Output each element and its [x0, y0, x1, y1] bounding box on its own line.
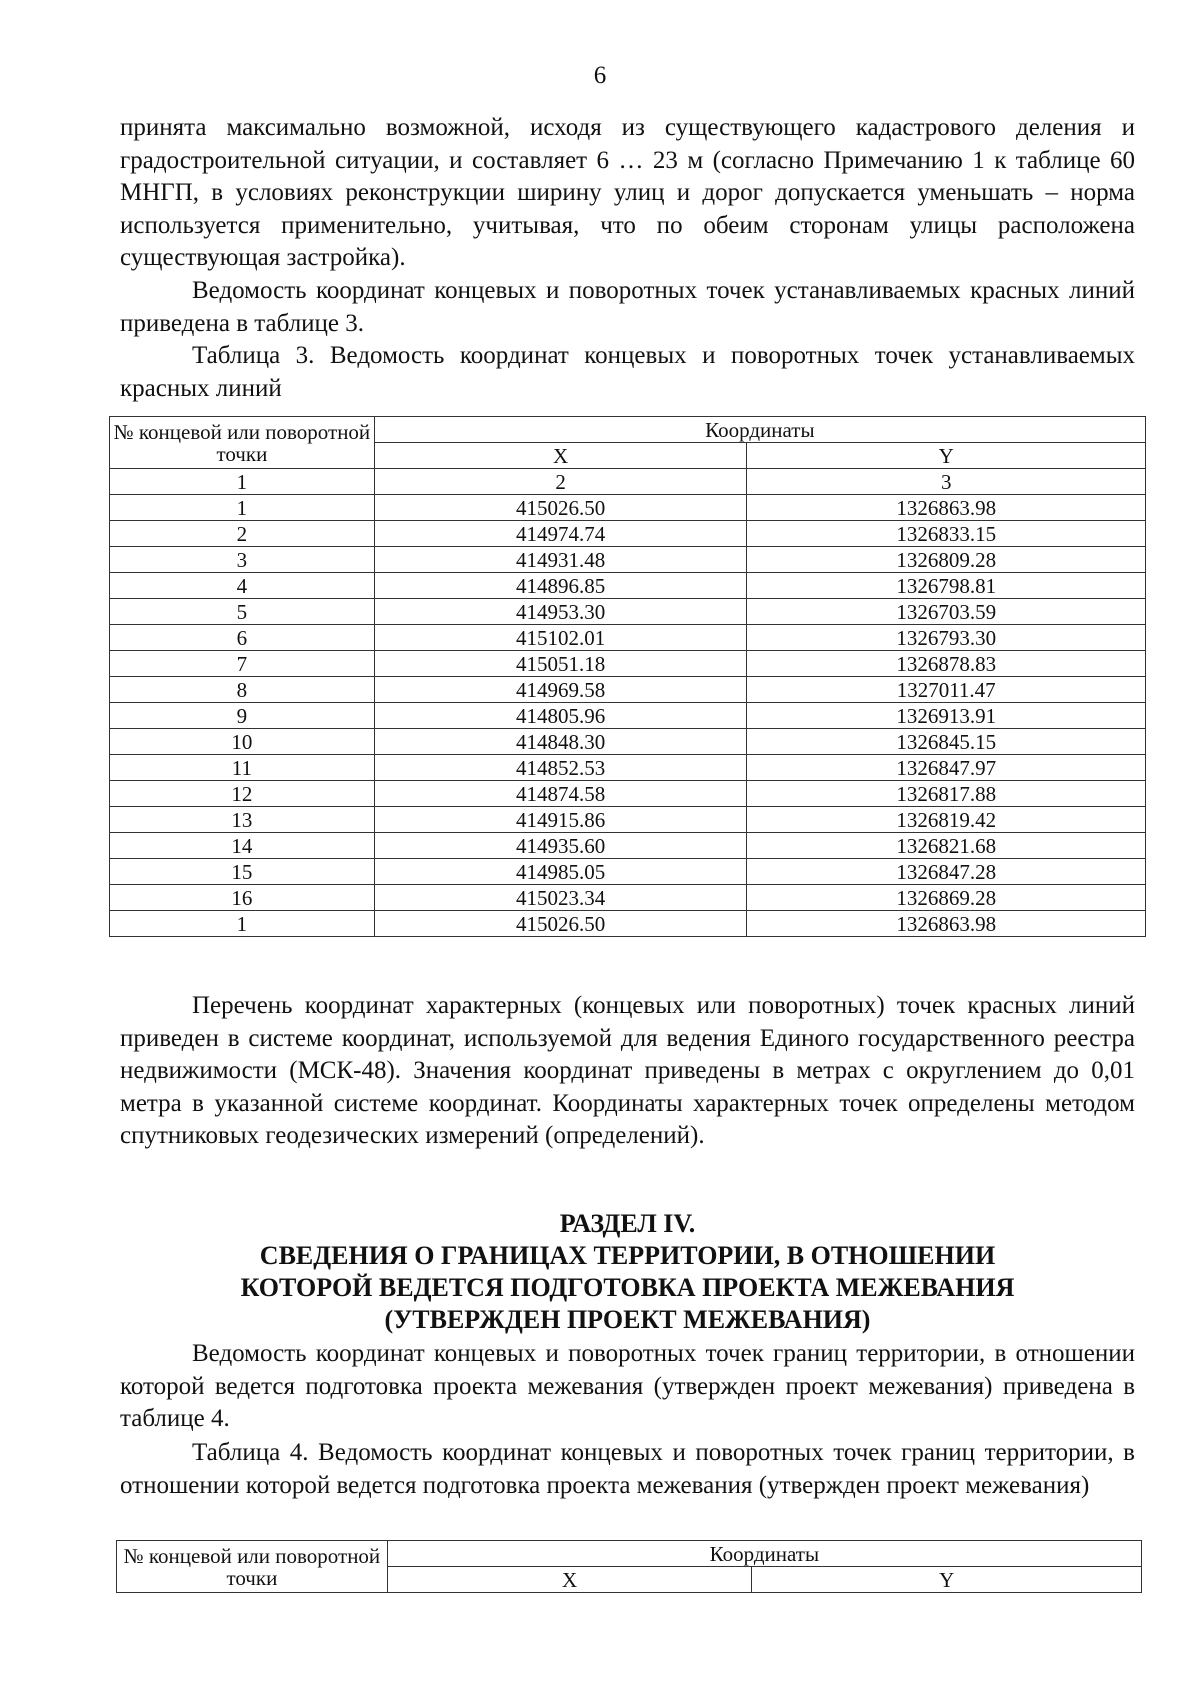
- table3-cell-point: 7: [110, 651, 375, 677]
- paragraph-table3-reference: Ведомость координат концевых и поворотных точек устанавливаемых красных линий приведена в таблице 3.: [120, 277, 1135, 337]
- table3-cell-y: 1326809.28: [747, 547, 1146, 573]
- table3-colnum: 2: [374, 469, 747, 495]
- paragraph-intro: принята максимально возможной, исходя из существующего кадастрового деления и градостроительной ситуации, и составляет 6 … 23 м (согласно Примечанию 1 к таблице 60 МНГП, в условиях реконструкции ширину улиц и дорог допускается уменьшать – норма используется применительно, учитывая, что по обеим сторонам улицы расположена существующая застройка).: [120, 114, 1135, 271]
- table3-header-coords: Координаты: [374, 417, 1145, 443]
- table3-cell-x: 414874.58: [374, 781, 747, 807]
- table-row: [110, 599, 1146, 625]
- table3-cell-point: 11: [110, 755, 375, 781]
- section-heading-line2: СВЕДЕНИЯ О ГРАНИЦАХ ТЕРРИТОРИИ, В ОТНОШЕНИИ: [259, 1241, 996, 1270]
- table-row: [110, 911, 1146, 937]
- table3-cell-point: 6: [110, 625, 375, 651]
- table3-cell-point: 12: [110, 781, 375, 807]
- paragraph-coordinates-note: Перечень координат характерных (концевых или поворотных) точек красных линий приведен в системе координат, используемой для ведения Единого государственного реестра недвижимости (МСК-48). Значения координат приведены в метрах с округлением до 0,01 метра в указанной системе координат. Координаты характерных точек определены методом спутниковых геодезических измерений (определений).: [120, 992, 1135, 1149]
- table4-header-coords: Координаты: [387, 1541, 1141, 1567]
- table3-cell-point: 2: [110, 521, 375, 547]
- table3-caption: Таблица 3. Ведомость координат концевых и поворотных точек устанавливаемых красных линий: [120, 342, 1135, 402]
- table-row: [110, 729, 1146, 755]
- table3-cell-point: 13: [110, 807, 375, 833]
- table3-cell-x: 414974.74: [374, 521, 747, 547]
- table3-cell-y: 1326913.91: [747, 703, 1146, 729]
- table3-header-point: № концевой или поворотной точки: [110, 417, 375, 469]
- table-row: [110, 755, 1146, 781]
- section-heading-line4: (УТВЕРЖДЕН ПРОЕКТ МЕЖЕВАНИЯ): [384, 1305, 871, 1334]
- paragraph-table4-reference: Ведомость координат концевых и поворотных точек границ территории, в отношении которой ведется подготовка проекта межевания (утвержден проект межевания) приведена в таблице 4.: [120, 1340, 1135, 1432]
- table3-cell-y: 1326798.81: [747, 573, 1146, 599]
- table3-cell-y: 1326845.15: [747, 729, 1146, 755]
- table3-cell-x: 414852.53: [374, 755, 747, 781]
- table-row: [110, 703, 1146, 729]
- table3-cell-point: 5: [110, 599, 375, 625]
- table3-cell-x: 415023.34: [374, 885, 747, 911]
- table-row: [110, 547, 1146, 573]
- table3-cell-x: 414985.05: [374, 859, 747, 885]
- table3-cell-x: 414953.30: [374, 599, 747, 625]
- table3-cell-y: 1326869.28: [747, 885, 1146, 911]
- table3-colnum: 1: [110, 469, 375, 495]
- table3-cell-x: 414848.30: [374, 729, 747, 755]
- table3-cell-x: 415026.50: [374, 911, 747, 937]
- table-row: [110, 573, 1146, 599]
- table3-cell-y: 1326821.68: [747, 833, 1146, 859]
- table3-cell-point: 8: [110, 677, 375, 703]
- table3-cell-y: 1326817.88: [747, 781, 1146, 807]
- table3-cell-x: 415102.01: [374, 625, 747, 651]
- table3-colnum-row: [110, 469, 1146, 495]
- table3-cell-y: 1326878.83: [747, 651, 1146, 677]
- table3-cell-x: 414935.60: [374, 833, 747, 859]
- table3-cell-y: 1326863.98: [747, 911, 1146, 937]
- table3-cell-x: 415026.50: [374, 495, 747, 521]
- table3-cell-point: 15: [110, 859, 375, 885]
- table4-header-point: № концевой или поворотной точки: [117, 1541, 388, 1593]
- table-row: [110, 521, 1146, 547]
- table3-cell-point: 3: [110, 547, 375, 573]
- table-row: [110, 833, 1146, 859]
- table3-cell-y: 1326793.30: [747, 625, 1146, 651]
- table3-header-x: X: [374, 443, 747, 469]
- table3-cell-point: 4: [110, 573, 375, 599]
- table3-cell-y: 1326847.97: [747, 755, 1146, 781]
- page-number: 6: [593, 62, 607, 89]
- table3-colnum: 3: [747, 469, 1146, 495]
- table4-coordinates: [116, 1540, 1142, 1593]
- table3-cell-point: 1: [110, 911, 375, 937]
- table4-header-y: Y: [752, 1567, 1142, 1593]
- table3-cell-point: 1: [110, 495, 375, 521]
- table3-cell-y: 1326703.59: [747, 599, 1146, 625]
- table3-cell-y: 1326863.98: [747, 495, 1146, 521]
- table3-cell-point: 9: [110, 703, 375, 729]
- table3-coordinates: [109, 416, 1146, 937]
- table3-cell-y: 1326819.42: [747, 807, 1146, 833]
- section-heading-line1: РАЗДЕЛ IV.: [559, 1209, 696, 1238]
- table-row: [110, 495, 1146, 521]
- table-row: [110, 781, 1146, 807]
- table3-cell-x: 414896.85: [374, 573, 747, 599]
- table3-cell-y: 1326847.28: [747, 859, 1146, 885]
- table3-cell-x: 414805.96: [374, 703, 747, 729]
- table4-caption: Таблица 4. Ведомость координат концевых и поворотных точек границ территории, в отношении которой ведется подготовка проекта межевания (утвержден проект межевания): [120, 1439, 1135, 1499]
- table3-header-y: Y: [747, 443, 1146, 469]
- table3-cell-x: 415051.18: [374, 651, 747, 677]
- table-row: [110, 859, 1146, 885]
- table-row: [110, 807, 1146, 833]
- table3-cell-y: 1326833.15: [747, 521, 1146, 547]
- table3-cell-x: 414931.48: [374, 547, 747, 573]
- table-row: [110, 677, 1146, 703]
- table3-cell-point: 16: [110, 885, 375, 911]
- table3-cell-x: 414969.58: [374, 677, 747, 703]
- table-row: [110, 625, 1146, 651]
- table-row: [110, 885, 1146, 911]
- table-row: [110, 651, 1146, 677]
- table4-header-x: X: [387, 1567, 752, 1593]
- table3-cell-y: 1327011.47: [747, 677, 1146, 703]
- table3-cell-x: 414915.86: [374, 807, 747, 833]
- section-heading-line3: КОТОРОЙ ВЕДЕТСЯ ПОДГОТОВКА ПРОЕКТА МЕЖЕВАНИЯ: [240, 1273, 1015, 1302]
- table3-cell-point: 14: [110, 833, 375, 859]
- table3-cell-point: 10: [110, 729, 375, 755]
